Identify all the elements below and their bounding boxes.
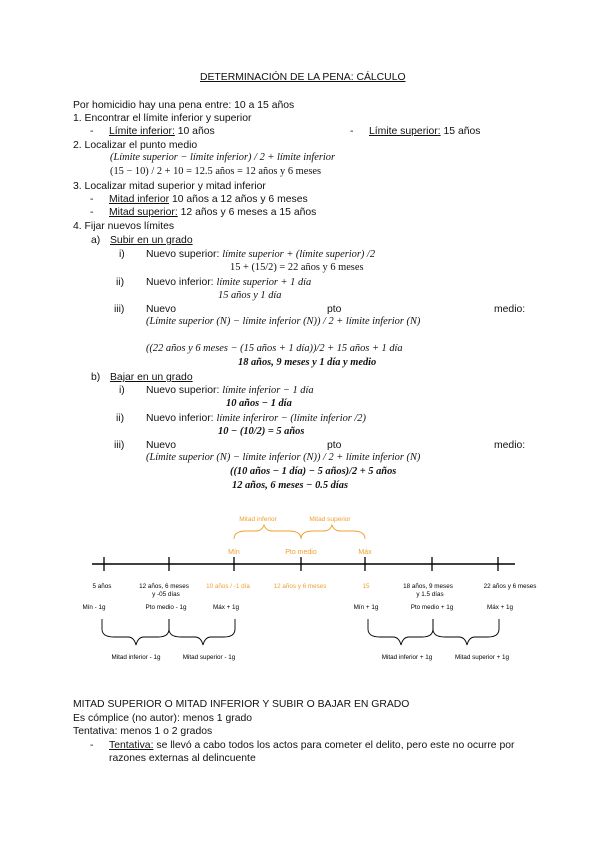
top-mitad-inferior-label: Mitad inferior: [239, 516, 277, 523]
tick-label-5: 5 años: [92, 583, 112, 590]
tick-label-22-6: 22 años y 6 meses: [483, 583, 537, 590]
tentativa-definition-cont: razones externas al delincuente: [109, 753, 256, 764]
top-mitad-superior-label: Mitad superior: [309, 516, 351, 523]
item-a-ii-num: ii): [116, 277, 125, 288]
item-a-i-line: Nuevo superior: límite superior + (límite superior) /2: [146, 249, 376, 260]
item-b-label: b): [91, 372, 101, 383]
tick-label-12-6-days: y -05 días: [152, 591, 180, 598]
sub-label-min-plus-1g: Mín + 1g: [353, 604, 379, 611]
complice-text: Es cómplice (no autor): menos 1 grado: [73, 713, 253, 724]
item-a-iii-word1: Nuevo: [146, 304, 177, 315]
item-a-label: a): [91, 235, 101, 246]
limite-inferior: Límite inferior: 10 años: [109, 126, 215, 137]
tick-label-18-9: 18 años, 9 meses: [403, 583, 453, 590]
item-a-iii-word2: pto: [327, 304, 342, 315]
item-b-iii-formula: (Límite superior (N) − límite inferior (N)) / 2 + límite inferior (N): [146, 452, 421, 463]
item-a-iii-formula: (Límite superior (N) − límite inferior (N)) / 2 + límite inferior (N): [146, 316, 421, 327]
page-title: DETERMINACIÓN DE LA PENA: CÁLCULO: [200, 72, 406, 83]
punto-medio-formula: (Límite superior − límite inferior) / 2 + límite inferior: [110, 152, 336, 163]
item-b-iii-word1: Nuevo: [146, 440, 177, 451]
item-b-iii-word3: medio:: [494, 440, 526, 451]
item-b-i-num: i): [119, 385, 125, 396]
bullet-marker: -: [90, 207, 94, 218]
bullet-marker: -: [90, 194, 94, 205]
top-brace-mitad-superior: [301, 525, 365, 539]
section-1-heading: 1. Encontrar el límite inferior y superior: [73, 113, 252, 124]
item-a-iii-num: iii): [114, 304, 125, 315]
mitad-inferior: Mitad inferior 10 años a 12 años y 6 meses: [109, 194, 308, 205]
item-b-iii-num: iii): [114, 440, 125, 451]
punto-medio-calc: (15 − 10) / 2 + 10 = 12.5 años = 12 años y 6 meses: [110, 166, 322, 177]
bullet-marker: -: [90, 740, 94, 751]
mitad-superior: Mitad superior: 12 años y 6 meses a 15 años: [109, 207, 317, 218]
bottom-label-mitad-inferior-minus: Mitad inferior - 1g: [111, 654, 161, 661]
item-b-iii-calc2: 12 años, 6 meses − 0.5 días: [232, 480, 348, 491]
label-max: Máx: [358, 549, 372, 556]
tick-label-18-9-days: y 1.5 días: [416, 591, 444, 598]
section-2-heading: 2. Localizar el punto medio: [73, 140, 198, 151]
item-b-iii-word2: pto: [327, 440, 342, 451]
bullet-marker: -: [90, 126, 94, 137]
item-a-ii-line: Nuevo inferior: límite superior + 1 día: [146, 277, 312, 288]
tick-label-15: 15: [362, 583, 370, 590]
item-b-i-calc: 10 años − 1 día: [226, 398, 292, 409]
bottom-label-mitad-inferior-plus: Mitad inferior + 1g: [381, 654, 433, 661]
item-a-iii-calc1: ((22 años y 6 meses − (15 años + 1 día))/2 + 15 años + 1 día: [146, 343, 403, 354]
item-a-ii-calc: 15 años y 1 día: [218, 290, 282, 301]
bottom-braces: [102, 619, 499, 645]
item-b-title: Bajar en un grado: [110, 372, 193, 383]
tick-label-12-6: 12 años, 6 meses: [139, 583, 189, 590]
section-3-heading: 3. Localizar mitad superior y mitad inferior: [73, 181, 266, 192]
item-b-ii-num: ii): [116, 413, 125, 424]
limite-superior: Límite superior: 15 años: [369, 126, 481, 137]
bullet-marker: -: [350, 126, 354, 137]
final-heading: MITAD SUPERIOR O MITAD INFERIOR Y SUBIR O BAJAR EN GRADO: [73, 699, 410, 710]
tick-label-12-6-orange: 12 años y 6 meses: [273, 583, 327, 590]
section-4-heading: 4. Fijar nuevos límites: [73, 221, 175, 232]
intro-text: Por homicidio hay una pena entre: 10 a 15 años: [73, 100, 295, 111]
item-a-i-calc: 15 + (15/2) = 22 años y 6 meses: [230, 262, 364, 273]
sub-label-pto-medio-plus-1g: Pto medio + 1g: [410, 604, 454, 611]
penalty-timeline-diagram: [0, 505, 600, 675]
label-min: Mín: [228, 549, 240, 556]
tick-label-10: 10 años / -1 día: [206, 583, 250, 590]
sub-label-max-1g: Máx + 1g: [212, 604, 240, 611]
item-a-iii-calc2: 18 años, 9 meses y 1 día y medio: [238, 357, 377, 368]
item-b-ii-calc: 10 − (10/2) = 5 años: [218, 426, 305, 437]
tentativa-definition: Tentativa: se llevó a cabo todos los actos para cometer el delito, pero este no ocurre por: [109, 740, 515, 751]
top-brace-mitad-inferior: [234, 525, 301, 539]
sub-label-min-1g: Mín - 1g: [82, 604, 106, 611]
item-b-iii-calc1: ((10 años − 1 día) − 5 años)/2 + 5 años: [230, 466, 397, 477]
item-b-ii-line: Nuevo inferior: límite inferiror − (límite inferior /2): [146, 413, 366, 424]
item-a-i-num: i): [119, 249, 125, 260]
item-a-title: Subir en un grado: [110, 235, 193, 246]
sub-label-pto-medio-1g: Pto medio - 1g: [145, 604, 187, 611]
label-pto-medio: Pto medio: [285, 549, 317, 556]
bottom-label-mitad-superior-minus: Mitad superior - 1g: [182, 654, 236, 661]
item-a-iii-word3: medio:: [494, 304, 526, 315]
sub-label-max-plus-1g: Máx + 1g: [486, 604, 514, 611]
item-b-i-line: Nuevo superior: límite inferior − 1 día: [146, 385, 314, 396]
tentativa-text: Tentativa: menos 1 o 2 grados: [73, 726, 213, 737]
bottom-label-mitad-superior-plus: Mitad superior + 1g: [454, 654, 510, 661]
